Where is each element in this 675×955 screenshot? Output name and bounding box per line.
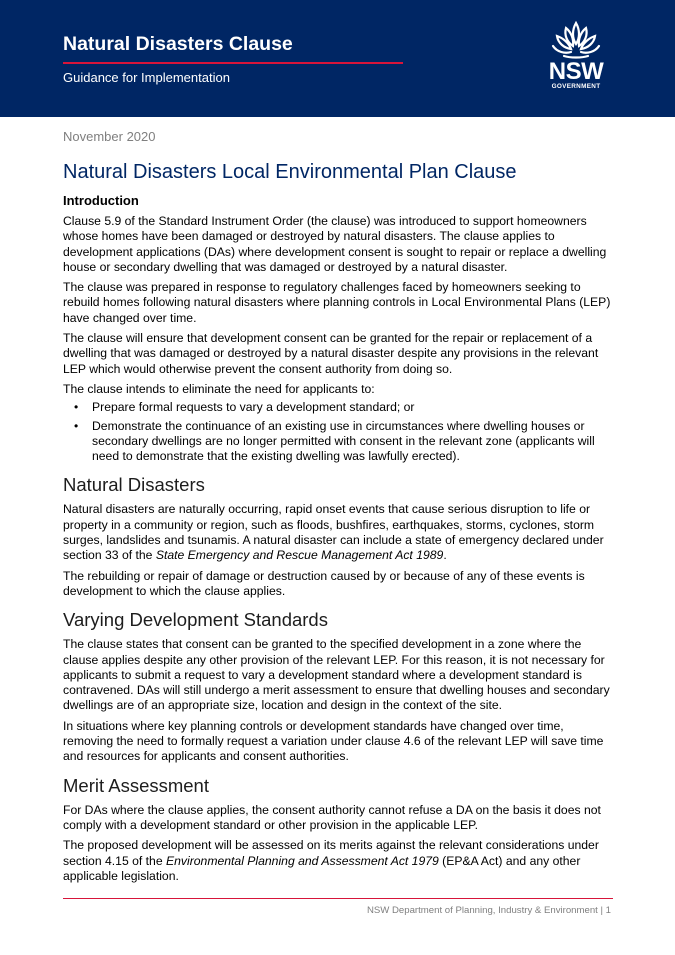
act-title: Environmental Planning and Assessment Act 1979 [166, 853, 439, 868]
paragraph: The clause will ensure that development consent can be granted for the repair or replacement of a dwelling that was damaged or destroyed by a natural disaster despite any provisions in the relevant LEP which would otherwise prevent the consent authority from doing so. [63, 331, 599, 376]
section-heading-varying-development-standards: Varying Development Standards [63, 609, 328, 631]
page-footer: NSW Department of Planning, Industry & Environment | 1 [366, 905, 611, 916]
footer-divider [63, 898, 613, 899]
paragraph: The clause states that consent can be granted to the specified development in a zone where the clause applies despite any other provision of the relevant LEP. For this reason, it is not necessary for applicants to submit a request to vary a development standard where a development standard is contravened. DAs will still undergo a merit assessment to ensure that dwelling houses and secondary dwellings are of an appropriate size, location and design in the context of the site. [63, 637, 610, 713]
paragraph: Clause 5.9 of the Standard Instrument Order (the clause) was introduced to support homeowners whose homes have been damaged or destroyed by natural disasters. The clause applies to development applications (DAs) where development consent is sought to repair or replace a dwelling house or secondary dwelling that was damaged or destroyed by a natural disaster. [63, 214, 607, 274]
section-heading-natural-disasters: Natural Disasters [63, 474, 205, 496]
section-heading-merit-assessment: Merit Assessment [63, 774, 209, 796]
text-span: (EP&A Act) and any other applicable legislation. [63, 853, 581, 883]
paragraph: The clause was prepared in response to regulatory challenges faced by homeowners seeking to rebuild homes following natural disasters where planning controls in Local Environmental Plans (LEP) have changed over time. [63, 280, 611, 325]
text-span: . [443, 548, 447, 563]
page-header [0, 0, 675, 117]
waratah-icon [550, 20, 602, 62]
header-title: Natural Disasters Clause [63, 33, 293, 55]
paragraph: In situations where key planning controls or development standards have changed over time, removing the need to formally request a variation under clause 4.6 of the relevant LEP will save time and resources for applicants and consent authorities. [63, 718, 604, 764]
text-span: Natural disasters are naturally occurring, rapid onset events that cause serious disruption to life or property in a community or region, such as floods, bushfires, earthquakes, storms, cyclones, storm surges, landslides and tsunamis. A natural disaster can include a state of emergency declared under section 33 of the [63, 502, 604, 563]
header-divider [63, 62, 403, 64]
header-subtitle: Guidance for Implementation [63, 70, 230, 85]
bullet-item: • Demonstrate the continuance of an existing use in circumstances where dwelling houses or secondary dwellings are no longer permitted with consent in the relevant zone (applicants will need to demonstrate that the existing dwelling was lawfully erected). [63, 419, 613, 465]
document-date: November 2020 [63, 129, 156, 144]
bullet-list [63, 400, 613, 464]
act-title: State Emergency and Rescue Management Act 1989 [155, 548, 444, 563]
text-span: The proposed development will be assessed on its merits against the relevant considerations under section 4.15 of the [63, 838, 599, 868]
paragraph: The clause intends to eliminate the need for applicants to: [63, 381, 375, 396]
paragraph [63, 838, 613, 884]
paragraph [63, 502, 613, 563]
paragraph: The rebuilding or repair of damage or destruction caused by or because of any of these events is development to which the clause applies. [63, 568, 585, 598]
document-title: Natural Disasters Local Environmental Plan Clause [63, 161, 517, 183]
logo-nsw-text: NSW [548, 58, 604, 85]
logo-government-text: GOVERNMENT [551, 83, 601, 90]
document-body [63, 125, 613, 884]
nsw-government-logo [538, 20, 614, 90]
bullet-item: • Prepare formal requests to vary a development standard; or [63, 400, 613, 415]
paragraph: For DAs where the clause applies, the consent authority cannot refuse a DA on the basis it does not comply with a development standard or other provision in the applicable LEP. [63, 802, 601, 832]
section-heading-introduction: Introduction [63, 193, 139, 208]
